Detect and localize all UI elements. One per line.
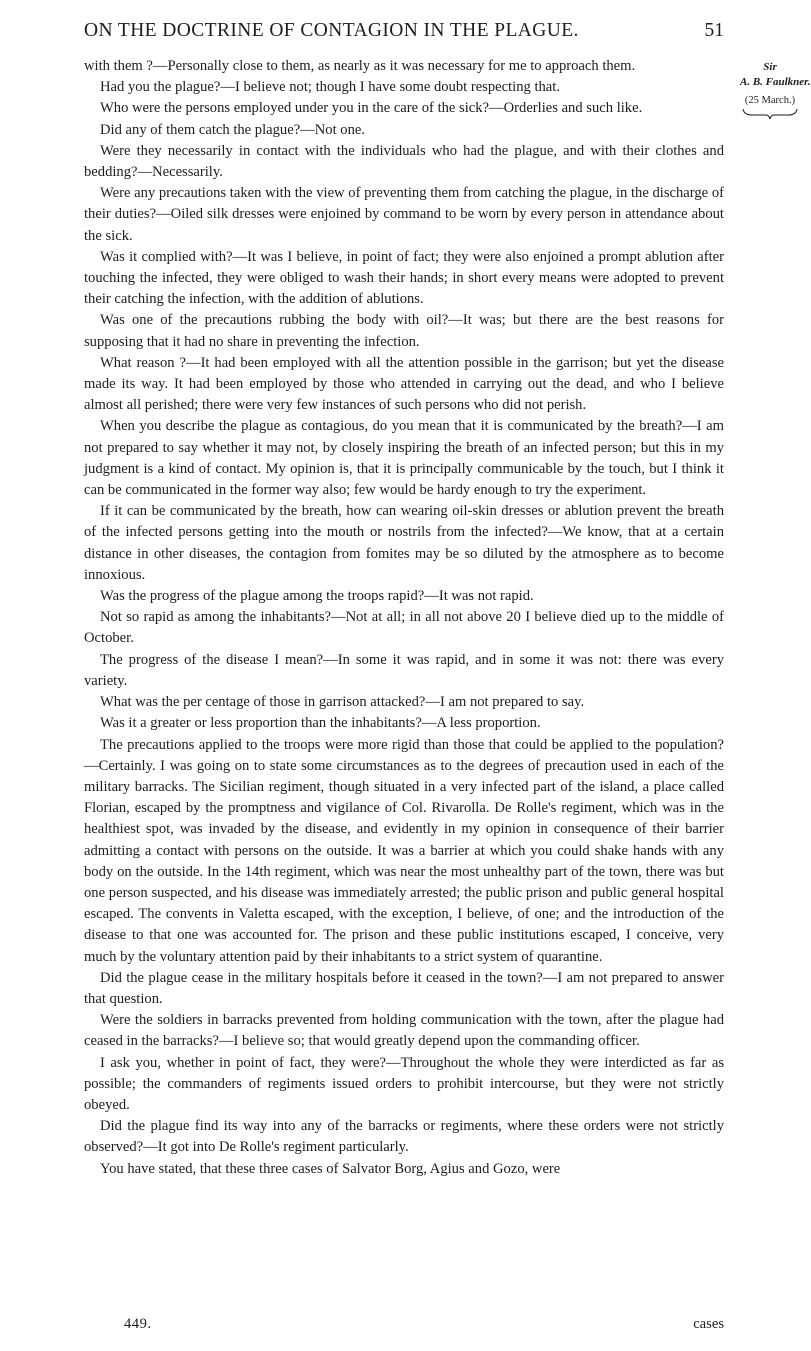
margin-note-name: A. B. Faulkner. bbox=[740, 76, 811, 88]
paragraph: Were any precautions taken with the view of preventing them from catching the plague, in the discharge of their duties?—Oiled silk dresses were enjoined by command to be worn by every person in attendance about the sick. bbox=[84, 185, 724, 244]
paragraph: Was it complied with?—It was I believe, in point of fact; they were also enjoined a prompt ablution after touching the infected, they were obliged to wash their hands; in short every means were adopted to prevent their catching the infection, with the addition of ablutions. bbox=[84, 248, 724, 308]
margin-note bbox=[740, 60, 811, 120]
paragraph: The precautions applied to the troops were more rigid than those that could be applied to the population?—Certainly. I was going on to state some circumstances as to the degrees of precaution used in each of the military barracks. The Sicilian regiment, though situated in a very infected part of the island, a place called Florian, escaped by the promptness and vigilance of Col. Rivarolla. De Rolle's regiment, which was in the healthiest spot, was invaded by the disease, and evidently in my opinion in consequence of their barrier admitting a contact with persons on the outside. It was a barrier at which you could shake hands with any body on the outside. In the 14th regiment, which was near the most unhealthy part of the town, there was but one person suspected, and his disease was immediately arrested; the public prison and public general hospital escaped. The convents in Valetta escaped, with the exception, I believe, of one; and the introduction of the disease to that one was accounted for. The prison and these public institutions escaped, I conceive, very much by the voluntary attention paid by their inhabitants to a strict system of quarantine. bbox=[84, 736, 724, 965]
catchword: cases bbox=[693, 1316, 724, 1332]
paragraph: What reason ?—It had been employed with all the attention possible in the garrison; but yet the disease made its way. It had been employed by those who attended in carrying out the dead, and who I believe almost all perished; there were very few instances of such persons who did not perish. bbox=[84, 354, 724, 414]
page-footer bbox=[84, 1316, 724, 1338]
paragraph: If it can be communicated by the breath, how can wearing oil-skin dresses or ablution prevent the breath of the infected persons getting into the mouth or nostrils from the infected?—We know, that at a certain distance in other diseases, the contagion from fomites may be so diluted by the atmosphere as to become innoxious. bbox=[84, 503, 724, 583]
margin-note-title: Sir bbox=[763, 61, 777, 73]
paragraph: Was one of the precautions rubbing the body with oil?—It was; but there are the best reasons for supposing that it had no share in preventing the infection. bbox=[84, 312, 724, 350]
paragraph: You have stated, that these three cases of Salvator Borg, Agius and Gozo, were bbox=[100, 1160, 561, 1177]
paragraph: with them ?—Personally close to them, as nearly as it was necessary for me to approach them. bbox=[84, 58, 636, 74]
page-header bbox=[84, 20, 724, 48]
body-text bbox=[84, 56, 724, 1180]
paragraph: Was it a greater or less proportion than the inhabitants?—A less proportion. bbox=[100, 715, 541, 732]
paragraph: Did the plague cease in the military hospitals before it ceased in the town?—I am not prepared to answer that question. bbox=[84, 969, 724, 1007]
page-number: 51 bbox=[704, 20, 724, 41]
margin-note-brace bbox=[742, 108, 798, 120]
signature-mark: 449. bbox=[124, 1316, 152, 1332]
paragraph: Did the plague find its way into any of the barracks or regiments, where these orders were not strictly observed?—It got into De Rolle's regiment particularly. bbox=[84, 1118, 724, 1156]
paragraph: I ask you, whether in point of fact, they were?—Throughout the whole they were interdicted as far as possible; the commanders of regiments issued orders to prohibit intercourse, but they were not strictly obeyed. bbox=[84, 1054, 724, 1113]
paragraph: The progress of the disease I mean?—In some it was rapid, and in some it was not: there was every variety. bbox=[84, 651, 724, 689]
paragraph: What was the per centage of those in garrison attacked?—I am not prepared to say. bbox=[100, 694, 585, 711]
paragraph: When you describe the plague as contagious, do you mean that it is communicated by the breath?—I am not prepared to say whether it may not, by closely inspiring the breath of an infected person; but this in my judgment is a kind of contact. My opinion is, that it is principally communicable by the touch, but I think it can be communicated in the former way also; few would be hardy enough to try the experiment. bbox=[84, 418, 724, 499]
paragraph: Had you the plague?—I believe not; though I have some doubt respecting that. bbox=[100, 79, 560, 96]
paragraph: Did any of them catch the plague?—Not one. bbox=[100, 121, 366, 138]
paragraph: Who were the persons employed under you in the care of the sick?—Orderlies and such like. bbox=[100, 100, 643, 117]
margin-note-date: (25 March.) bbox=[744, 95, 796, 106]
running-head: ON THE DOCTRINE OF CONTAGION IN THE PLAGUE. bbox=[84, 20, 579, 41]
paragraph: Were the soldiers in barracks prevented from holding communication with the town, after the plague had ceased in the barracks?—I believe so; that would greatly depend upon the commanding officer. bbox=[84, 1012, 724, 1050]
paragraph: Were they necessarily in contact with the individuals who had the plague, and with their clothes and bedding?—Necessarily. bbox=[84, 142, 724, 181]
paragraph: Was the progress of the plague among the troops rapid?—It was not rapid. bbox=[100, 588, 534, 605]
paragraph: Not so rapid as among the inhabitants?—Not at all; in all not above 20 I believe died up to the middle of October. bbox=[84, 609, 724, 647]
